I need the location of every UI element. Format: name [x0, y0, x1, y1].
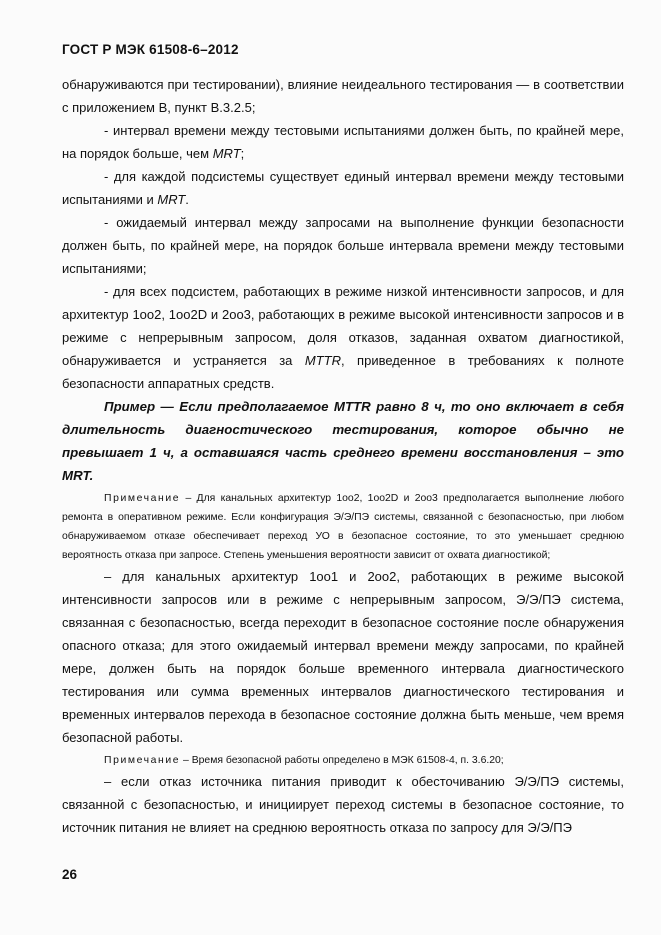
list-item-text-end: ; — [240, 146, 245, 161]
note-label: Примечание — [104, 493, 181, 504]
note-paragraph — [62, 751, 624, 770]
term-mrt: MRT — [212, 146, 241, 161]
list-item-text: - интервал времени между тестовыми испытаниями должен быть, по крайней мере, на порядок больше, чем — [62, 123, 624, 161]
note-text: – Время безопасной работы определено в МЭК 61508-4, п. 3.6.20; — [180, 755, 504, 766]
term-mttr: MTTR — [304, 353, 341, 368]
example-paragraph: Пример — Если предполагаемое MTTR равно 8 ч, то оно включает в себя длительность диагностического тестирования, которое обычно не превышает 1 ч, а оставшаяся часть среднего времени восстановления – это MRT. — [62, 399, 624, 483]
list-item-text-end: , приведенное в требованиях к полноте безопасности аппаратных средств. — [62, 353, 625, 391]
list-item-high-demand: – для канальных архитектур 1оо1 и 2оо2, работающих в режиме высокой интенсивности запросов или в режиме с непрерывным запросом, Э/Э/ПЭ система, связанная с безопасностью, всегда переходит в безопасное состояние после обнаружения опасного отказа; для этого ожидаемый интервал времени между запросами, по крайней мере, должен быть на порядок больше временного интервала диагностического тестирования или сумма временных интервалов диагностического тестирования и временных интервалов перехода в безопасное состояние должна быть меньше, чем время безопасной работы. — [62, 569, 624, 745]
document-header: ГОСТ Р МЭК 61508-6–2012 — [62, 42, 239, 57]
note-paragraph — [62, 489, 624, 565]
list-item-text: - для каждой подсистемы существует единый интервал времени между тестовыми испытаниями и — [62, 169, 624, 207]
list-item-demand-interval: - ожидаемый интервал между запросами на выполнение функции безопасности должен быть, по крайней мере, на порядок больше интервала времени между тестовыми испытаниями; — [62, 215, 624, 276]
list-item-test-interval — [62, 119, 624, 165]
note-text: – Для канальных архитектур 1оо2, 1оо2D и 2оо3 предполагается выполнение любого ремонта в оперативном режиме. Если конфигурация Э/Э/ПЭ системы, связанной с безопасностью, при любом обнаруживаемом отказе обеспечивает переход УО в безопасное состояние, то это уменьшает среднюю вероятность отказа при запросе. Степень уменьшения вероятности зависит от охвата диагностикой; — [62, 493, 624, 561]
paragraph-continuation: обнаруживаются при тестировании), влияние неидеального тестирования — в соответствии с приложением В, пункт В.3.2.5; — [62, 77, 624, 115]
page-number: 26 — [62, 867, 78, 882]
note-label: Примечание — [104, 755, 181, 766]
list-item-text: - для всех подсистем, работающих в режиме низкой интенсивности запросов, и для архитектур 1оо2, 1оо2D и 2оо3, работающих в режиме высокой интенсивности запросов и в режиме с непрерывным запросом, доля отказов, заданная охватом диагностикой, обнаруживается и устраняется за — [62, 284, 624, 368]
list-item-text-end: . — [185, 192, 189, 207]
list-item-power-supply: – если отказ источника питания приводит к обесточиванию Э/Э/ПЭ системы, связанной с безопасностью, и инициирует переход системы в безопасное состояние, то источник питания не влияет на среднюю вероятность отказа по запросу для Э/Э/ПЭ — [62, 774, 624, 835]
term-mrt: MRT — [157, 192, 186, 207]
list-item-low-demand — [62, 280, 624, 395]
list-item-single-interval — [62, 165, 624, 211]
document-body — [62, 73, 624, 839]
